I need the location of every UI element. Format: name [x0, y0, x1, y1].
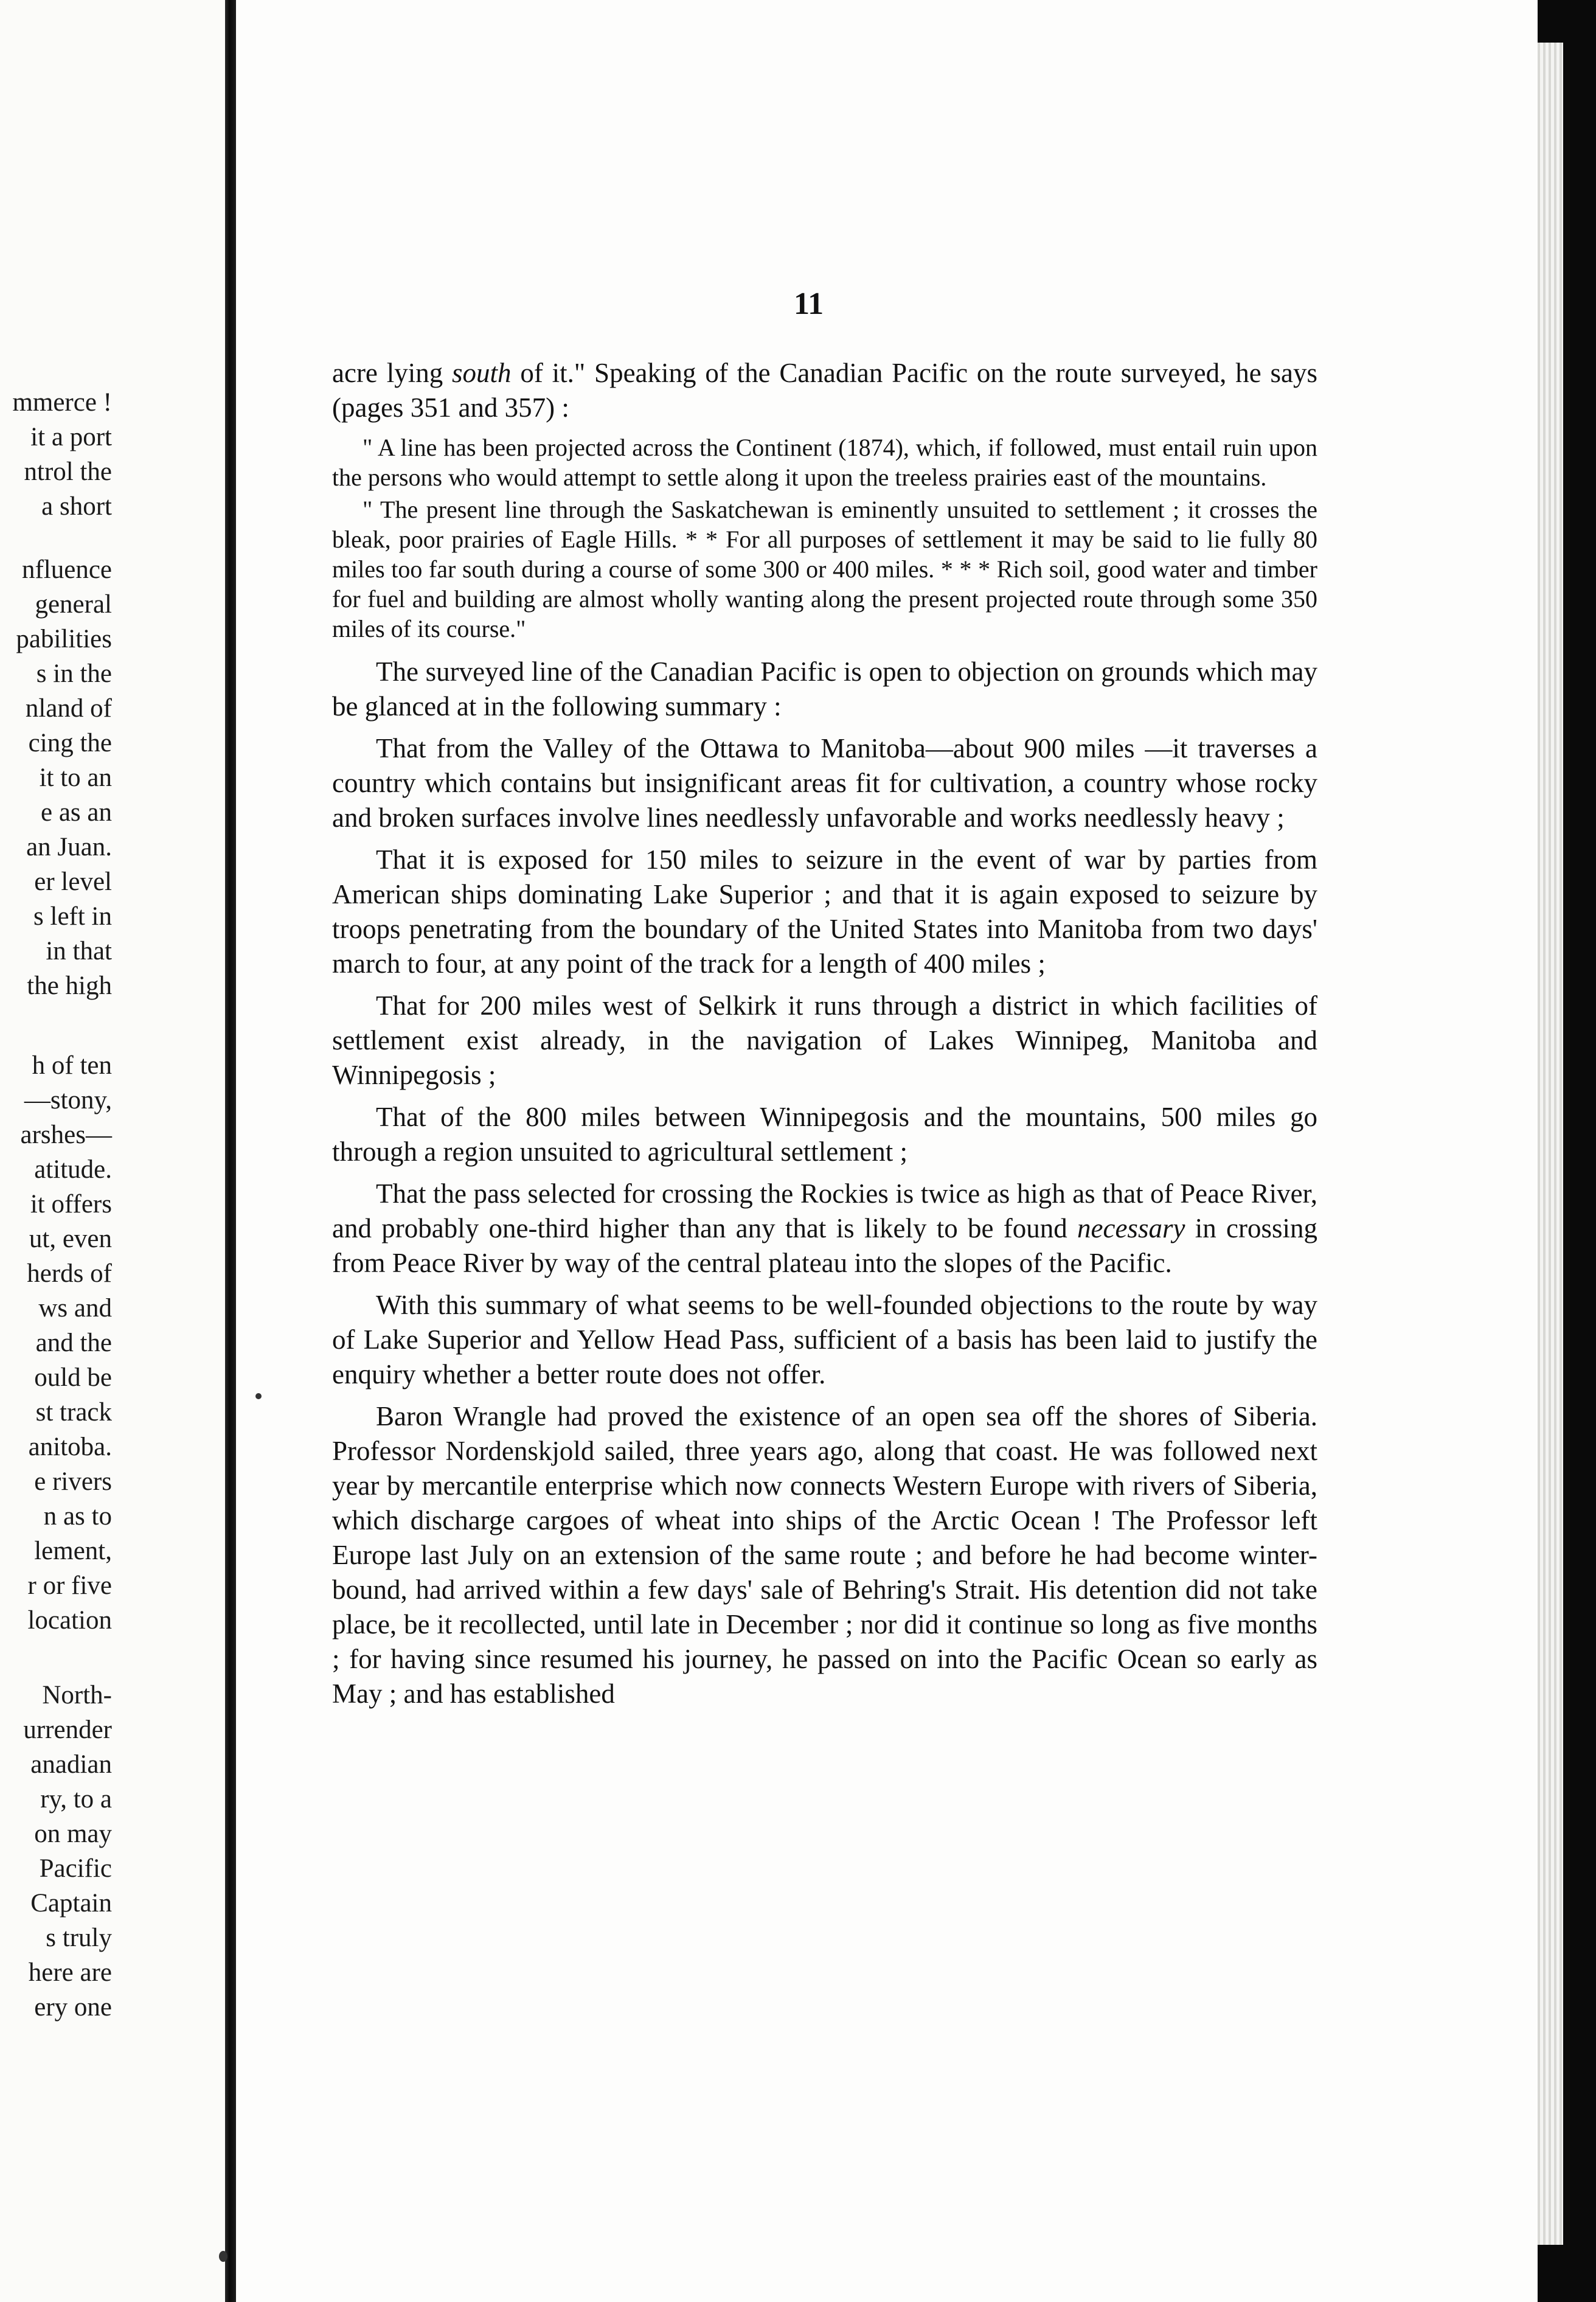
left-fragment-line: it a port	[30, 423, 112, 451]
paragraph: That of the 800 miles between Winnipegosis and the mountains, 500 miles go through a region unsuited to agricultural settlement ;	[332, 1102, 1317, 1167]
quotation: " The present line through the Saskatchewan is eminently unsuited to settlement ; it crosses the bleak, poor prairies of Eagle Hills. * * For all purposes of settlement it may be said to lie fully 80 miles too far south during a course of some 300 or 400 miles. * * * Rich soil, good water and timber for fuel and building are almost wholly wanting along the present projected route through some 350 miles of its course."	[332, 496, 1317, 642]
left-facing-page	[0, 0, 225, 2302]
paragraph	[332, 1177, 1317, 1281]
paragraph: Baron Wrangle had proved the existence of an open sea off the shores of Siberia. Professor Nordenskjold sailed, three years ago, along that coast. He was followed next year by mercantile enterprise which now connects Western Europe with rivers of Siberia, which discharge cargoes of wheat into ships of the Arctic Ocean ! The Professor left Europe last July on an extension of the same route ; and before he had become winter-bound, had arrived within a few days' sale of Behring's Strait. His detention did not take place, be it recollected, until late in December ; nor did it continue so long as five months ; for having since resumed his journey, he passed on into the Pacific Ocean so early as May ; and has established	[332, 1401, 1317, 1709]
left-fragment-line: location	[27, 1606, 112, 1635]
text-span: That the pass selected for crossing the Rockies is twice as high as that of Peace River, and probably one-third higher than any that is likely to be found	[332, 1178, 1317, 1243]
book-gutter	[225, 0, 236, 2302]
left-fragment-line: r or five	[27, 1571, 112, 1600]
left-fragment-line: st track	[35, 1398, 112, 1427]
text-span: of it." Speaking of the Canadian Pacific on the route surveyed, he says (pages 351 and 357) :	[332, 358, 1317, 423]
left-fragment-line: pabilities	[16, 625, 112, 653]
left-fragment-line: —stony,	[24, 1086, 112, 1114]
paragraph: The surveyed line of the Canadian Pacific is open to objection on grounds which may be glanced at in the following summary :	[332, 656, 1317, 722]
left-fragment-line: the high	[27, 972, 112, 1000]
left-fragment-line: Captain	[30, 1889, 112, 1918]
page-body	[332, 356, 1317, 1719]
left-fragment-line: mmerce !	[12, 388, 112, 417]
left-fragment-line: North-	[42, 1681, 112, 1709]
italic-text: necessary	[1077, 1213, 1185, 1243]
left-fragment-line: urrender	[23, 1716, 112, 1744]
text-span: in crossing from Peace River by way of the central plateau into the slopes of the Pacific.	[332, 1213, 1317, 1278]
left-fragment-line: on may	[34, 1820, 112, 1848]
left-fragment-line: ws and	[38, 1294, 112, 1323]
paragraph: That from the Valley of the Ottawa to Manitoba—about 900 miles —it traverses a country which contains but insignificant areas fit for cultivation, a country whose rocky and broken surfaces involve lines needlessly unfavorable and works needlessly heavy ;	[332, 733, 1317, 833]
ink-spot	[219, 2251, 227, 2262]
paragraph: That it is exposed for 150 miles to seizure in the event of war by parties from American ships dominating Lake Superior ; and that it is again exposed to seizure by troops penetrating from the boundary of the United States into Manitoba from two days' march to four, at any point of the track for a length of 400 miles ;	[332, 844, 1317, 979]
left-fragment-line: nland of	[25, 694, 112, 723]
left-fragment-line: herds of	[27, 1259, 112, 1288]
left-fragment-line: in that	[46, 937, 112, 965]
left-fragment-line: ould be	[34, 1363, 112, 1392]
italic-text: south	[452, 358, 512, 388]
left-fragment-line: ry, to a	[40, 1785, 112, 1813]
left-fragment-line: general	[35, 590, 112, 619]
text-span: acre lying	[332, 358, 453, 388]
left-fragment-line: cing the	[28, 729, 112, 757]
left-fragment-line: s left in	[33, 902, 112, 931]
page-edge	[1538, 43, 1563, 2245]
ink-spot	[255, 1393, 262, 1399]
left-fragment-line: ery one	[34, 1993, 112, 2022]
left-fragment-line: s in the	[36, 659, 112, 688]
left-fragment-line: an Juan.	[26, 833, 112, 861]
left-fragment-line: anitoba.	[28, 1433, 112, 1461]
left-fragment-line: nfluence	[21, 555, 112, 584]
left-fragment-line: here are	[28, 1958, 112, 1987]
left-fragment-line: ut, even	[29, 1225, 112, 1253]
left-fragment-line: ntrol the	[24, 457, 112, 486]
left-fragment-line: it to an	[39, 763, 112, 792]
quotation: " A line has been projected across the Continent (1874), which, if followed, must entail ruin upon the persons who would attempt to settle along it upon the treeless prairies east of the mountains.	[332, 434, 1317, 491]
left-fragment-line: arshes—	[20, 1121, 112, 1149]
paragraph	[332, 356, 1317, 425]
left-fragment-line: er level	[34, 868, 112, 896]
page-number: 11	[794, 287, 824, 321]
paragraph: That for 200 miles west of Selkirk it runs through a district in which facilities of settlement exist already, in the navigation of Lakes Winnipeg, Manitoba and Winnipegosis ;	[332, 990, 1317, 1090]
left-fragment-line: e rivers	[34, 1467, 112, 1496]
left-fragment-line: it offers	[30, 1190, 112, 1219]
left-fragment-line: and the	[35, 1329, 112, 1357]
left-fragment-line: lement,	[34, 1537, 112, 1565]
left-fragment-line: e as an	[41, 798, 112, 827]
left-fragment-line: h of ten	[32, 1051, 112, 1080]
left-fragment-line: n as to	[43, 1502, 112, 1531]
left-fragment-line: s truly	[46, 1924, 112, 1952]
paragraph: With this summary of what seems to be well-founded objections to the route by way of Lake Superior and Yellow Head Pass, sufficient of a basis has been laid to justify the enquiry whether a better route does not offer.	[332, 1290, 1317, 1389]
left-fragment-line: anadian	[30, 1750, 112, 1779]
left-fragment-line: Pacific	[39, 1854, 112, 1883]
left-fragment-line: a short	[41, 492, 112, 521]
left-fragment-line: atitude.	[34, 1155, 112, 1184]
scan-border	[1563, 0, 1596, 2302]
